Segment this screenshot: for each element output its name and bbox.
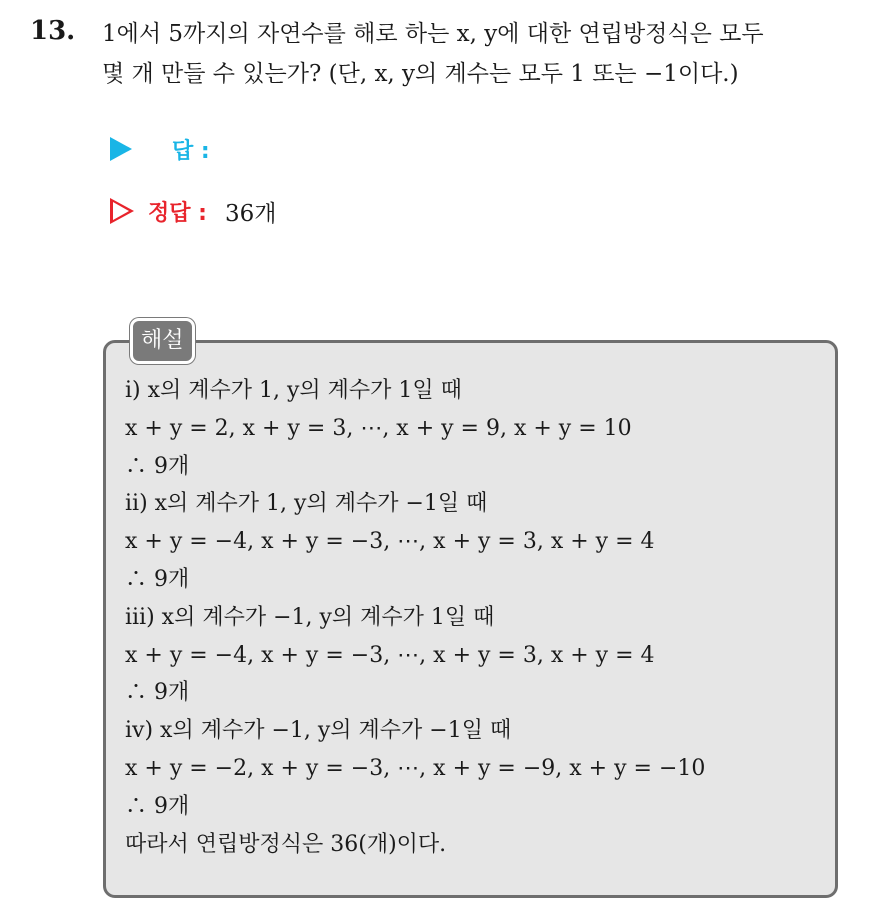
explanation-line: ∴ 9개 [125, 566, 190, 592]
explanation-line: ∴ 9개 [125, 453, 190, 479]
correct-answer-label: 정답 : [148, 200, 207, 226]
question-number: 13. [30, 16, 76, 46]
explanation-line: x + y = −4, x + y = −3, ⋯, x + y = 3, x + y = 4 [125, 529, 655, 555]
explanation-line: x + y = −4, x + y = −3, ⋯, x + y = 3, x + y = 4 [125, 642, 655, 668]
answer-row [110, 132, 210, 166]
play-filled-icon [110, 137, 132, 161]
explanation-line: ⅲ) x의 계수가 −1, y의 계수가 1일 때 [125, 604, 495, 630]
question-text-line-1: 1에서 5까지의 자연수를 해로 하는 x, y에 대한 연립방정식은 모두 [102, 21, 764, 47]
explanation-tag: 해설 [130, 318, 195, 364]
explanation-line: ⅳ) x의 계수가 −1, y의 계수가 −1일 때 [125, 718, 512, 744]
correct-answer-row [110, 194, 276, 228]
explanation-line: ∴ 9개 [125, 680, 190, 706]
explanation-line: x + y = 2, x + y = 3, ⋯, x + y = 9, x + y = 10 [125, 415, 632, 441]
explanation-lines [125, 372, 825, 863]
question-text [102, 14, 872, 94]
question-text-line-2: 몇 개 만들 수 있는가? (단, x, y의 계수는 모두 1 또는 −1이다.) [102, 61, 739, 87]
answer-label: 답 : [172, 138, 210, 164]
explanation-line: ⅰ) x의 계수가 1, y의 계수가 1일 때 [125, 378, 462, 403]
correct-answer-value: 36개 [224, 200, 277, 227]
explanation-line: ⅱ) x의 계수가 1, y의 계수가 −1일 때 [125, 491, 488, 517]
explanation-line: ∴ 9개 [125, 793, 190, 819]
explanation-line: 따라서 연립방정식은 36(개)이다. [125, 831, 447, 857]
play-outline-icon [110, 198, 134, 224]
explanation-line: x + y = −2, x + y = −3, ⋯, x + y = −9, x + y = −10 [125, 755, 706, 781]
